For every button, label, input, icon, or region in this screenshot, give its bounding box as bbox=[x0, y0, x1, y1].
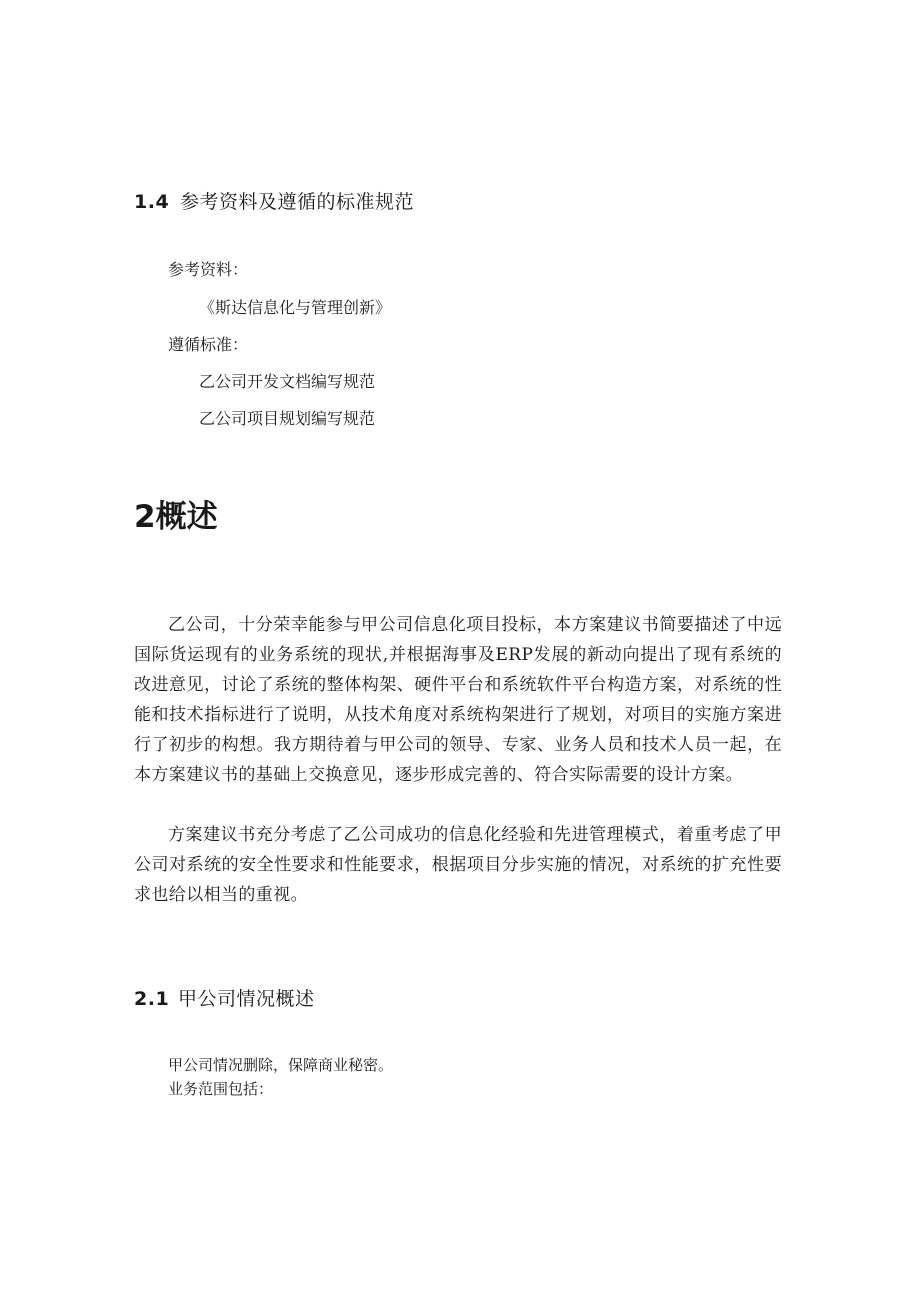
references-label: 参考资料： bbox=[168, 260, 249, 279]
section-number: 1.4 bbox=[134, 191, 170, 213]
chapter-title: 概述 bbox=[155, 499, 218, 535]
section-title: 甲公司情况概述 bbox=[178, 988, 315, 1010]
overview-paragraph: 乙公司，十分荣幸能参与甲公司信息化项目投标，本方案建议书简要描述了中远国际货运现有的业务系统的现状,并根据海事及ERP发展的新动向提出了现有系统的改进意见，讨论了系统的整体构架、硬件平台和系统软件平台构造方案，对系统的性能和技术指标进行了说明，从技术角度对系统构架进行了规划，对项目的实施方案进行了初步的构想。我方期待着与甲公司的领导、专家、业务人员和技术人员一起，在本方案建议书的基础上交换意见，逐步形成完善的、符合实际需要的设计方案。 bbox=[134, 615, 782, 785]
section-1-4-heading bbox=[134, 187, 414, 214]
business-scope-label: 业务范围包括： bbox=[168, 1080, 274, 1098]
standards-label: 遵循标准： bbox=[168, 335, 249, 354]
section-2-1-heading bbox=[134, 984, 315, 1011]
chapter-number: 2 bbox=[134, 499, 156, 535]
overview-paragraph: 方案建议书充分考虑了乙公司成功的信息化经验和先进管理模式，着重考虑了甲公司对系统的安全性要求和性能要求，根据项目分步实施的情况，对系统的扩充性要求也给以相当的重视。 bbox=[134, 825, 782, 905]
standard-item: 乙公司开发文档编写规范 bbox=[199, 372, 376, 391]
chapter-2-heading bbox=[134, 491, 218, 536]
reference-item: 《斯达信息化与管理创新》 bbox=[199, 298, 392, 317]
section-number: 2.1 bbox=[134, 988, 170, 1010]
standard-item: 乙公司项目规划编写规范 bbox=[199, 409, 376, 428]
company-note: 甲公司情况删除，保障商业秘密。 bbox=[168, 1056, 394, 1074]
section-title: 参考资料及遵循的标准规范 bbox=[180, 191, 415, 213]
